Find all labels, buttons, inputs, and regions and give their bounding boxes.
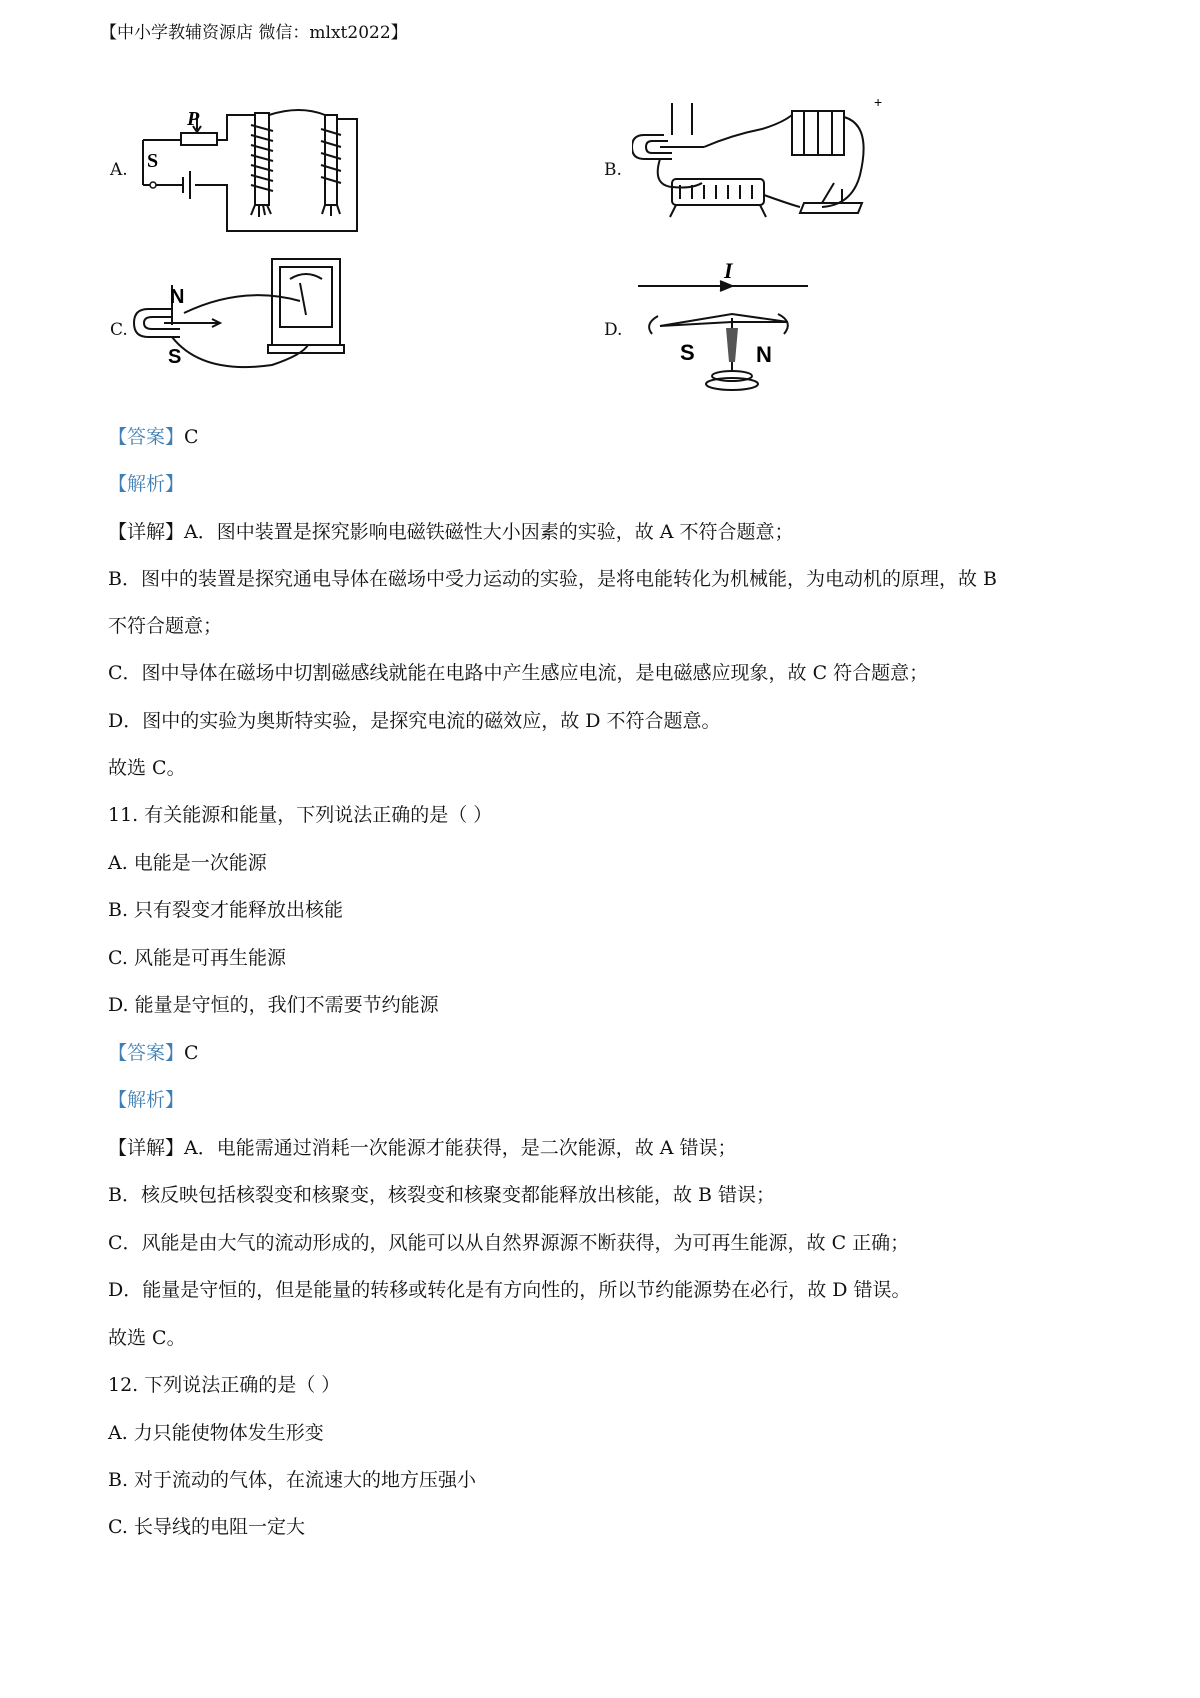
- figure-c-n-label: N: [170, 286, 185, 308]
- page-header: 【中小学教辅资源店 微信：mlxt2022】: [100, 23, 408, 43]
- q11-detail-text-1: A．电能需通过消耗一次能源才能获得，是二次能源，故 A 错误；: [184, 1137, 737, 1159]
- q11-answer-tag: 【答案】: [108, 1042, 185, 1064]
- q12-option-b: B. 对于流动的气体，在流速大的地方压强小: [108, 1469, 477, 1491]
- q11-option-a: A. 电能是一次能源: [108, 852, 267, 874]
- q11-stem: 11. 有关能源和能量，下列说法正确的是（ ）: [108, 804, 493, 826]
- q11-detail-line-1: [108, 1133, 737, 1160]
- q10-answer-value: C: [184, 426, 199, 448]
- figure-option-a-letter: A.: [110, 160, 128, 180]
- q11-option-b: B. 只有裂变才能释放出核能: [108, 899, 344, 921]
- q11-detail-line-4: D．能量是守恒的，但是能量的转移或转化是有方向性的，所以节约能源势在必行，故 D 错误。: [108, 1279, 911, 1301]
- q11-option-d: D. 能量是守恒的，我们不需要节约能源: [108, 994, 439, 1016]
- q12-option-c: C. 长导线的电阻一定大: [108, 1516, 305, 1538]
- figure-c-induction-setup: [132, 255, 362, 405]
- q10-analysis-tag: [108, 469, 184, 496]
- q10-conclusion: 故选 C。: [108, 757, 186, 779]
- figure-option-d-letter: D.: [604, 320, 623, 340]
- q11-analysis-tag: [108, 1085, 184, 1112]
- figure-a-p-label: P: [187, 108, 200, 130]
- figure-a-electromagnet: [135, 105, 375, 235]
- q10-answer-tag: 【答案】: [108, 426, 185, 448]
- q10-detail-line-3: 不符合题意；: [108, 615, 223, 637]
- q11-option-c: C. 风能是可再生能源: [108, 947, 286, 969]
- q10-detail-line-5: D．图中的实验为奥斯特实验，是探究电流的磁效应，故 D 不符合题意。: [108, 710, 721, 732]
- q11-detail-line-3: C．风能是由大气的流动形成的，风能可以从自然界源源不断获得，为可再生能源，故 C 正确；: [108, 1232, 910, 1254]
- q12-option-a: A. 力只能使物体发生形变: [108, 1422, 324, 1444]
- figure-d-i-label: I: [724, 258, 733, 283]
- q11-analysis-label: 【解析】: [108, 1089, 185, 1111]
- q10-analysis-label: 【解析】: [108, 473, 185, 495]
- q10-detail-text-1: A．图中装置是探究影响电磁铁磁性大小因素的实验，故 A 不符合题意；: [184, 521, 794, 543]
- q10-detail-line-4: C．图中导体在磁场中切割磁感线就能在电路中产生感应电流，是电磁感应现象，故 C 符合题意；: [108, 662, 929, 684]
- figure-d-s-label: S: [680, 340, 695, 365]
- q12-stem: 12. 下列说法正确的是（ ）: [108, 1374, 341, 1396]
- q11-conclusion: 故选 C。: [108, 1327, 186, 1349]
- q11-answer-value: C: [184, 1042, 199, 1064]
- q11-answer: [108, 1038, 199, 1065]
- figure-d-n-label: N: [756, 342, 772, 367]
- figure-c-s-label: S: [168, 346, 182, 368]
- q11-detail-line-2: B．核反映包括核裂变和核聚变，核裂变和核聚变都能释放出核能，故 B 错误；: [108, 1184, 776, 1206]
- q10-detail-tag: 【详解】: [108, 521, 185, 543]
- figure-option-b-letter: B.: [604, 160, 622, 180]
- figure-b-motor-setup: [632, 95, 892, 235]
- q10-detail-line-1: [108, 517, 794, 544]
- figure-d-oersted-setup: [638, 252, 818, 402]
- figure-a-s-label: S: [147, 150, 159, 172]
- svg-text:+: +: [874, 95, 883, 110]
- q11-detail-tag: 【详解】: [108, 1137, 185, 1159]
- q10-detail-line-2: B．图中的装置是探究通电导体在磁场中受力运动的实验，是将电能转化为机械能，为电动机的原理，故 B: [108, 568, 997, 590]
- figure-option-c-letter: C.: [110, 320, 128, 340]
- q10-answer: [108, 422, 199, 449]
